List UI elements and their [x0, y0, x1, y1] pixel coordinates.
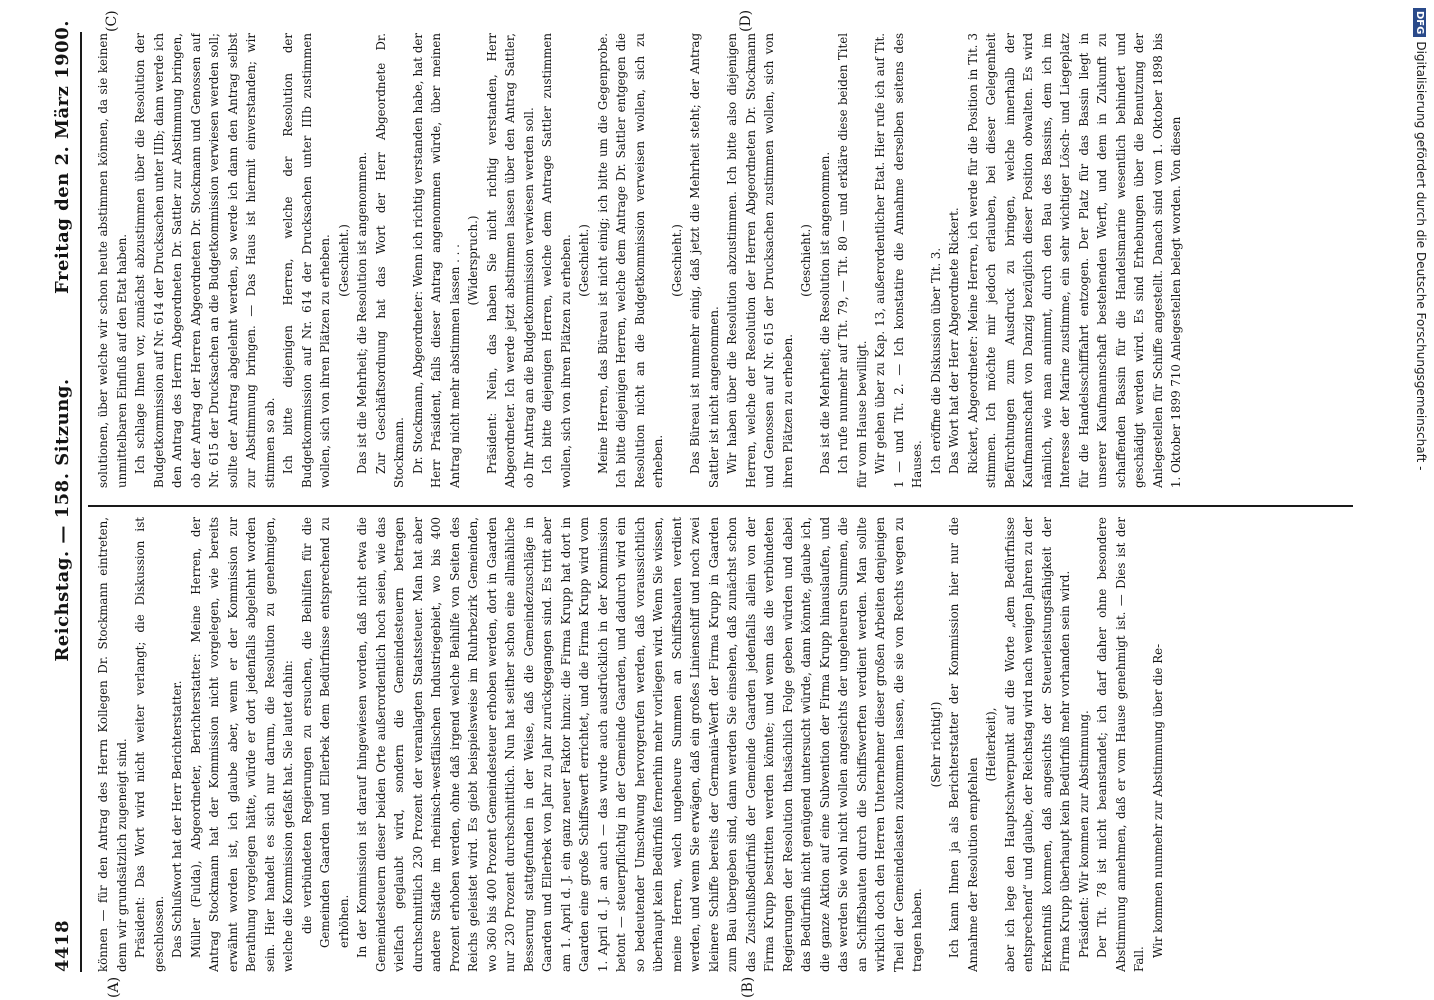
paragraph: Das ist die Mehrheit; die Resolution ist angenommen. [355, 151, 369, 474]
column-divider [88, 506, 1353, 508]
interjection: (Widerspruch.) [466, 215, 480, 306]
paragraph: Ich bitte diejenigen Herren, welche der Resolution der Budgetkommission auf Nr. 614 der Drucksachen unter IIIb zustimmen wollen, sich von ihren Plätzen zu erheben. [281, 33, 332, 488]
paragraph: Rickert, Abgeordneter: Meine Herren, ich werde für die Position in Tit. 3 stimmen. Ich möchte mir jedoch erlauben, bei dieser Gelegenheit Befürchtungen zum Ausdruck zu bringen, welche innerhalb der Kaufmannschaft von Danzig bezüglich dieser Position obwalten. Es wird nämlich, wie man annimmt, durch den Bau des Bassins, dem ich im Interesse der Marine zustimme, ein sehr wichtiger Lösch- und Liegeplatz für die Handelsschifffahrt entzogen. Der Platz für das Bassin liegt in unserer Kaufmannschaft bestehenden Werft, und dem in Zukunft zu schaffenden Bassin für die Handelsmarine wesentlich behindert und geschädigt werden wird. Es sind Erhebungen über die Benutzung der Anlegestellen für Schiffe angestellt. Danach sind vom 1. Oktober 1898 bis 1. Oktober 1899 710 Anlegestellen belegt worden. Von diesen [965, 33, 1183, 488]
interjection: (Sehr richtig!) [928, 701, 943, 788]
paragraph: Ich eröffne die Diskussion über Tit. 3. [928, 247, 943, 474]
interjection: (Geschieht.) [799, 224, 813, 297]
paragraph: Wir kommen nunmehr zur Abstimmung über die Re- [1150, 643, 1165, 958]
interjection: (Heiterkeit), [984, 707, 998, 782]
margin-marker-c: (C) [104, 10, 120, 32]
header-rule [80, 32, 82, 972]
paragraph: Der Tit. 78 ist nicht beanstandet; ich darf daher ohne besondere Abstimmung annehmen, daß er vom Hause genehmigt ist. — Dies ist der Fall. [1095, 517, 1146, 972]
left-column [94, 517, 1356, 972]
paragraph: Das Schlußwort hat der Herr Berichterstatter. [170, 680, 184, 958]
paragraph: können — für den Antrag des Herrn Kollegen Dr. Stockmann eintreten, denn wir grundsätzlich zugeneigt sind. [96, 517, 129, 972]
margin-marker-d: (D) [738, 9, 754, 32]
interjection: (Geschieht.) [669, 224, 684, 297]
paragraph: Dr. Stockmann, Abgeordneter: Wenn ich richtig verstanden habe, hat der Herr Präsident, falls dieser Antrag angenommen würde, über meinen Antrag nicht mehr abstimmen lassen . . . [410, 33, 462, 488]
paragraph: Ich kann Ihnen ja als Berichterstatter der Kommission hier nur die Annahme der Resolution empfehlen [947, 517, 980, 972]
paragraph: Präsident: Nein, das haben Sie nicht richtig verstanden, Herr Abgeordneter. Ich werde jetzt abstimmen lassen über den Antrag Sattler, ob Ihr Antrag an die Budgetkommission verwiesen werden soll. [484, 33, 536, 488]
paragraph: Wir haben über die Resolution abzustimmen. Ich bitte also diejenigen Herren, welche der Resolution der Herren Abgeordneten Dr. Stockmann und Genossen auf Nr. 615 der Drucksachen zustimmen wollen, sich von ihren Plätzen zu erheben. [725, 33, 795, 488]
page-number: 4418 [52, 919, 73, 972]
margin-marker-b: (B) [740, 976, 756, 998]
paragraph: Müller (Fulda), Abgeordneter, Berichterstatter: Meine Herren, der Antrag Stockmann hat der Kommission nicht vorgelegen, wie bereits erwähnt worden ist, ich glaube aber, wenn er der Kommission zur Berathung vorgelegen hätte, würde er dort jedenfalls abgelehnt worden sein. Hier handelt es sich nur darum, die Resolution zu genehmigen, welche die Kommission gefaßt hat. Sie lautet dahin: [188, 517, 295, 972]
paragraph: Ich rufe nunmehr auf Tit. 79, — Tit. 80 — und erkläre diese beiden Titel für vom Hause bewilligt. [836, 33, 869, 488]
paragraph: Präsident: Das Wort wird nicht weiter verlangt; die Diskussion ist geschlossen. [133, 517, 166, 972]
session-title: Reichstag. — 158. Sitzung. [52, 378, 73, 662]
paragraph: Das Büreau ist nunmehr einig, daß jetzt die Mehrheit steht; der Antrag Sattler ist nicht angenommen. [688, 33, 721, 488]
paragraph: Ich bitte diejenigen Herren, welche dem Antrage Sattler zustimmen wollen, sich von ihren Plätzen zu erheben. [540, 33, 573, 488]
right-column [94, 33, 1356, 488]
interjection: (Geschieht.) [336, 224, 351, 297]
paragraph: aber ich lege den Hauptschwerpunkt auf die Worte „dem Bedürfnisse entsprechend“ und glaube, der Reichstag wird nach wenigen Jahren zu der Erkenntniß kommen, daß angesichts der Steuerleistungsfähigkeit der Firma Krupp überhaupt kein Bedürfniß mehr vorhanden sein wird. [1002, 517, 1072, 972]
paragraph: Das Wort hat der Herr Abgeordnete Rickert. [947, 207, 961, 474]
session-date: Freitag den 2. März 1900. [52, 20, 73, 294]
paragraph: Ich schlage Ihnen vor, zunächst abzustimmen über die Resolution der Budgetkommission auf Nr. 614 der Drucksachen unter IIIb; dann werde ich den Antrag des Herrn Abgeordneten Dr. Sattler zur Abstimmung bringen, ob der Antrag der Herren Abgeordneten Dr. Stockmann und Genossen auf Nr. 615 der Drucksachen an die Budgetkommission verwiesen werden soll; sollte der Antrag abgelehnt werden, so werde ich dann den Antrag selbst zur Abstimmung bringen. — Das Haus ist hiermit einverstanden; wir stimmen so ab. [133, 33, 277, 488]
dfg-logo: DFG [1413, 8, 1426, 37]
digitization-credit [1392, 0, 1432, 1000]
paragraph: In der Kommission ist darauf hingewiesen worden, daß nicht etwa die Gemeindesteuern dieser beiden Orte außerordentlich hoch seien, wie das vielfach geglaubt wird, sondern die Gemeindesteuern betragen durchschnittlich 230 Prozent der veranlagten Staatssteuer. Man hat aber andere Städte im rheinisch-westfälischen Industriegebiet, wo bis 400 Prozent erhoben werden, ohne daß irgend welche Beihilfe von Seiten des Reichs geleistet wird. Es giebt beispielsweise im Ruhrbezirk Gemeinden, wo 360 bis 400 Prozent Gemeindesteuer erhoben werden, dort in Gaarden nur 230 Prozent durchschnittlich. Nun hat seither schon eine allmähliche Besserung stattgefunden in der Weise, daß die Gemeindezuschläge in Gaarden und Ellerbek von Jahr zu Jahr zurückgegangen sind. Es tritt aber am 1. April d. J. ein ganz neuer Faktor hinzu: die Firma Krupp hat dort in Gaarden eine große Schiffswerft errichtet, und die Firma Krupp wird vom 1. April d. J. an auch — das wurde auch ausdrücklich in der Kommission betont — steuerpflichtig in der Gemeinde Gaarden, und dadurch wird ein so bedeutender Umschwung hervorgerufen werden, daß voraussichtlich überhaupt kein Bedürfniß fernerhin mehr vorliegen wird. Wenn Sie wissen, meine Herren, welch ungeheure Summen an Schiffsbauten verdient werden, und wenn Sie erwägen, daß ein großes Linienschiff und noch zwei kleinere Schiffe bereits der Germania-Werft der Firma Krupp in Gaarden zum Bau übergeben sind, dann werden Sie einsehen, daß zunächst schon das Zuschußbedürfniß der Gemeinde Gaarden jedenfalls allein von der Firma Krupp bestritten werden könnte; und wenn das die verbündeten Regierungen der Resolution thatsächlich Folge geben würden und dabei das Bedürfniß nicht genügend untersucht würde, dann könnte, glaube ich, die ganze Aktion auf eine Subvention der Firma Krupp hinauslaufen, und das werden Sie wohl nicht wollen angesichts der ungeheuren Summen, die an Schiffsbauten durch die Schiffswerften verdient werden. Man sollte wirklich doch den Herren Unternehmer dieser großen Arbeiten denjenigen Theil der Gemeindelasten zukommen lassen, die sie von Rechts wegen zu tragen haben. [355, 517, 924, 972]
paragraph: Zur Geschäftsordnung hat das Wort der Herr Abgeordnete Dr. Stockmann. [373, 33, 406, 488]
paragraph: Wir gehen über zu Kap. 13, außerordentlicher Etat. Hier rufe ich auf Tit. 1 — und Tit. 2. — Ich konstatire die Annahme derselben seitens des Hauses. [873, 33, 924, 488]
paragraph: Meine Herren, das Büreau ist nicht einig; ich bitte um die Gegenprobe. Ich bitte diejenigen Herren, welche dem Antrage Dr. Sattler entgegen die Resolution nicht an die Budgetkommission verweisen wollen, sich zu erheben. [595, 33, 665, 488]
interjection: (Geschieht.) [577, 224, 591, 297]
paragraph: Präsident: Wir kommen zur Abstimmung. [1076, 710, 1091, 958]
credit-text: Digitalisierung gefördert durch die Deutsche Forschungsgemeinschaft - [1414, 41, 1428, 471]
quoted-resolution: die verbündeten Regierungen zu ersuchen, die Beihilfen für die Gemeinden Gaarden und Ellerbek dem Bedürfnisse entsprechend zu erhöhen. [299, 517, 351, 948]
paragraph: solutionen, über welche wir schon heute abstimmen können, da sie keinen unmittelbaren Einfluß auf den Etat haben. [96, 33, 129, 488]
paragraph: Das ist die Mehrheit; die Resolution ist angenommen. [817, 151, 832, 474]
margin-marker-a: (A) [106, 976, 122, 998]
